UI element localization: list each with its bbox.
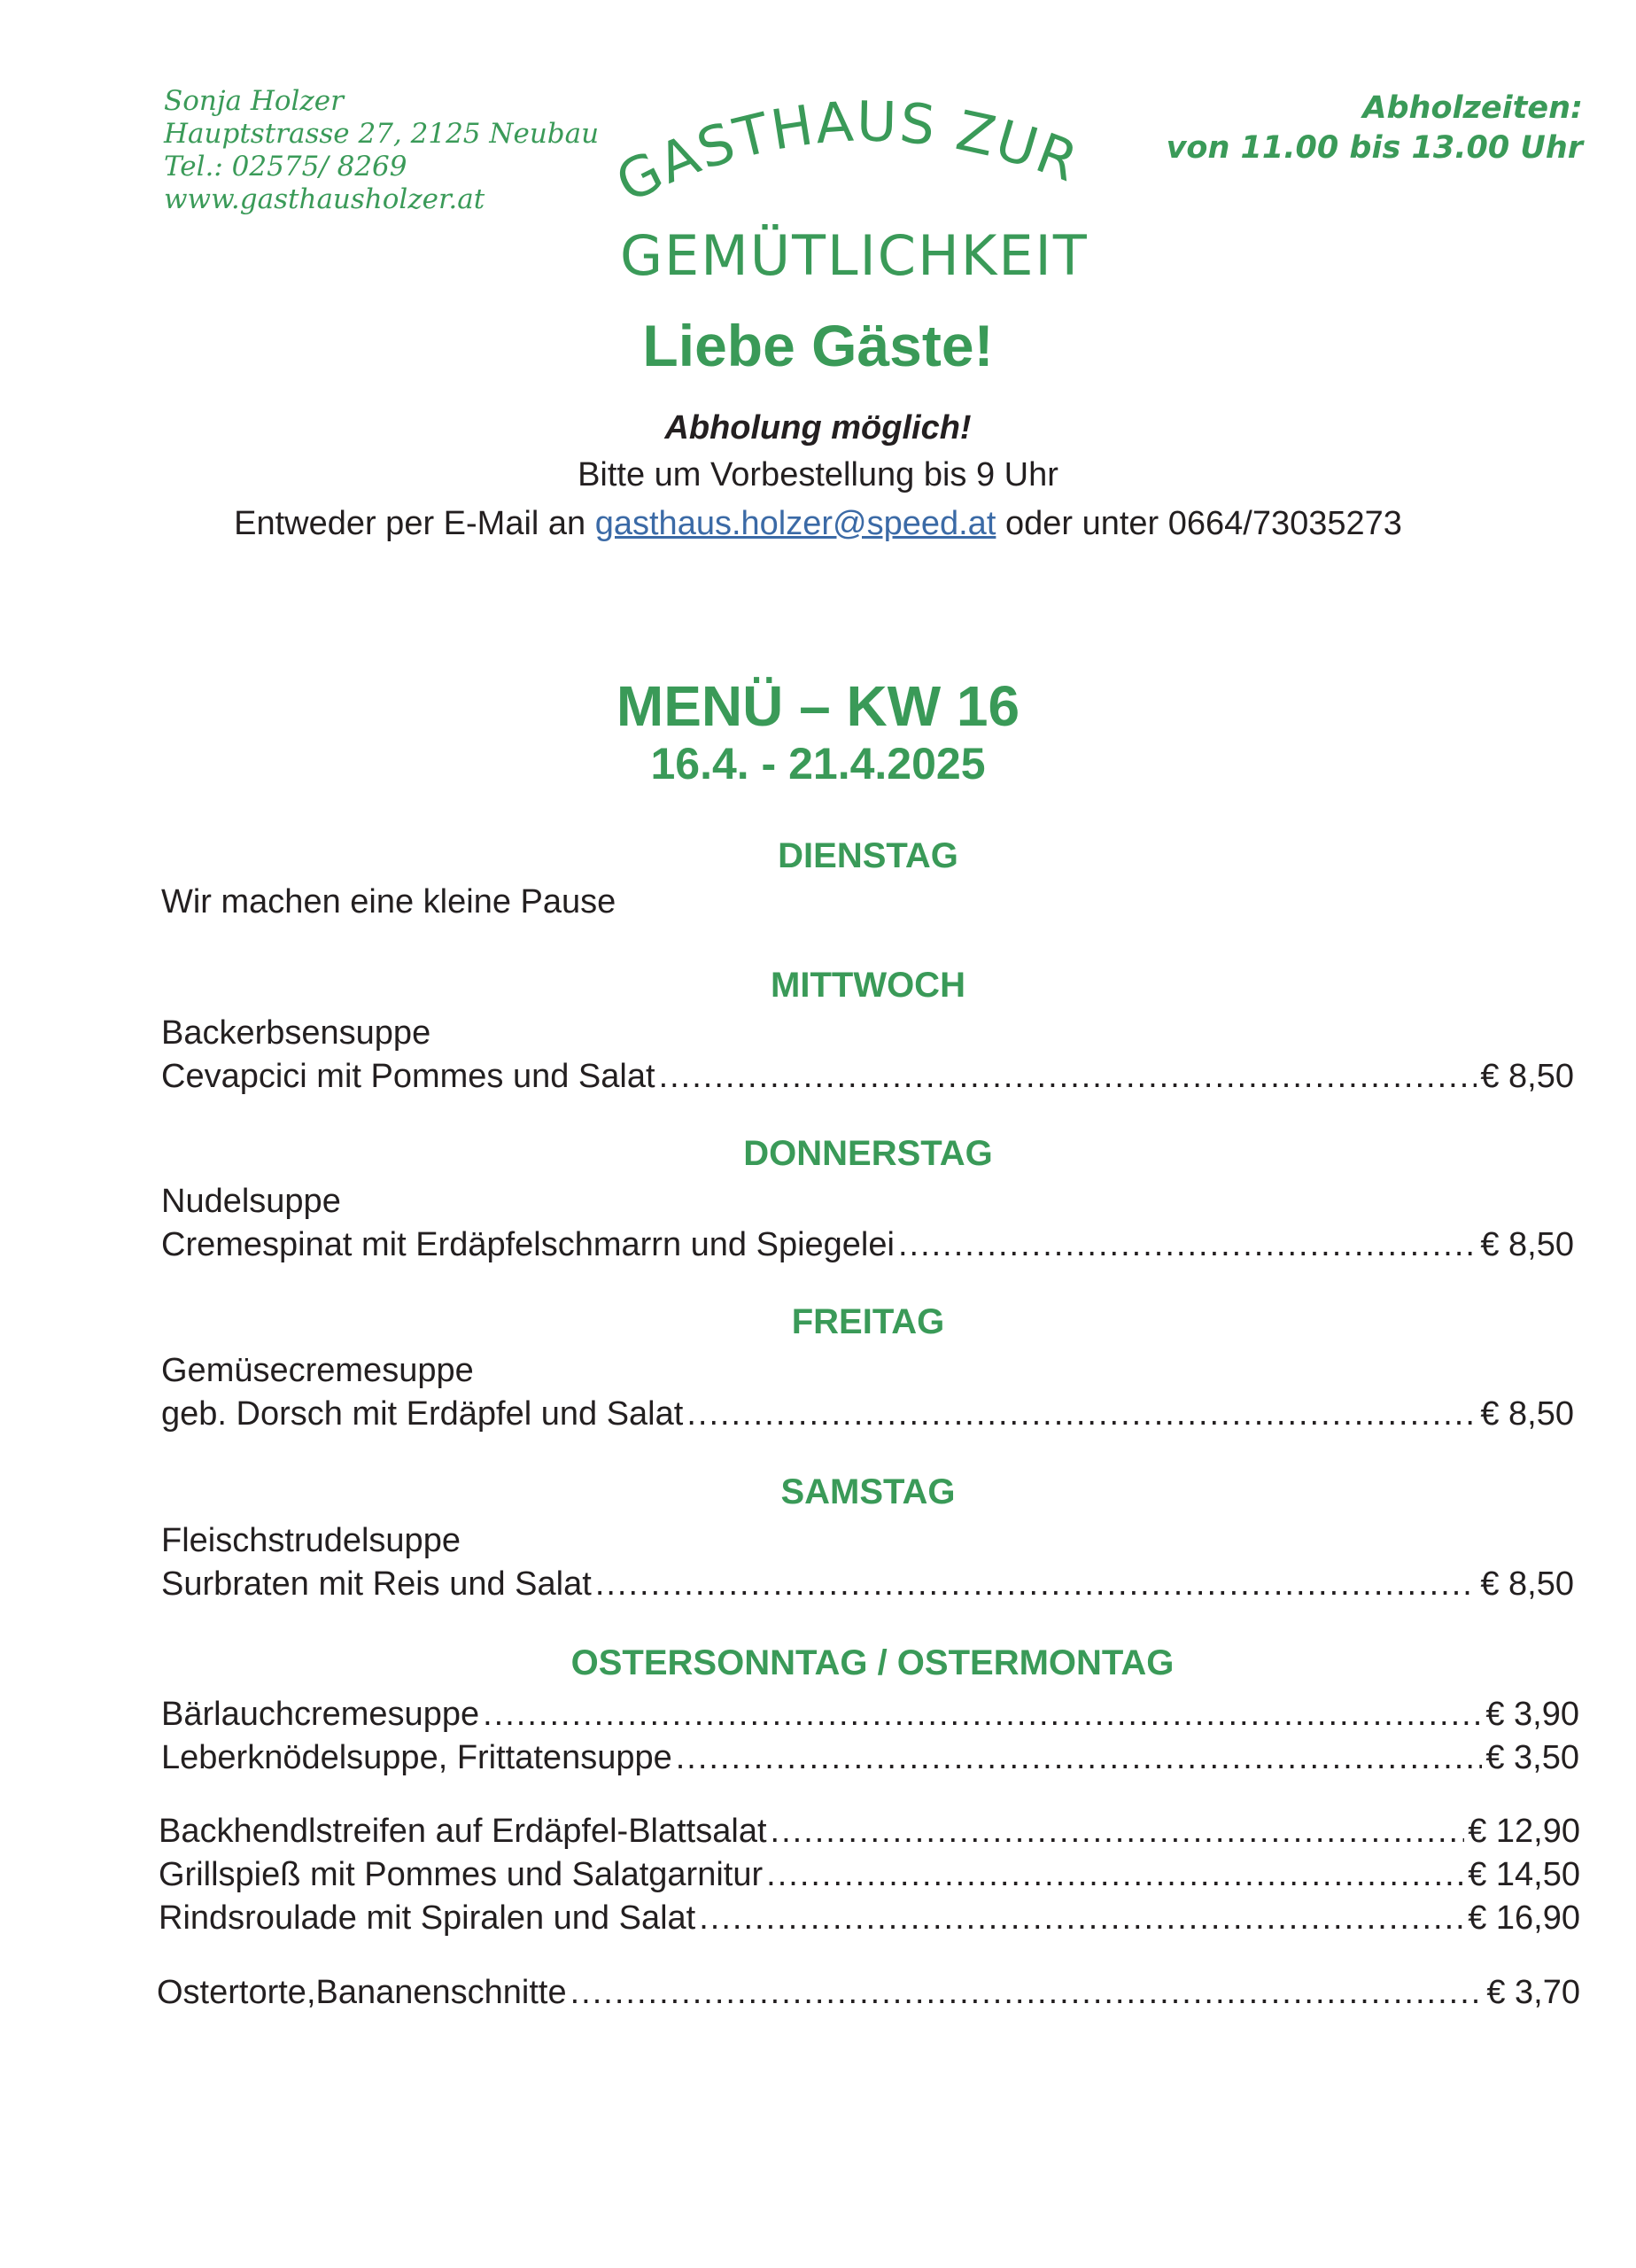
ostern-soup-2-price: € 3,50	[1485, 1739, 1579, 1776]
samstag-main-row	[161, 1564, 1574, 1604]
samstag-main: Surbraten mit Reis und Salat	[161, 1565, 592, 1603]
menu-dates: 16.4. - 21.4.2025	[650, 739, 986, 788]
pickup-label: Abholzeiten:	[1362, 90, 1583, 126]
logo-line1: GASTHAUS ZUR	[606, 89, 1089, 216]
menu-title: MENÜ – KW 16	[616, 674, 1020, 738]
day-heading-freitag: FREITAG	[791, 1302, 945, 1341]
mittwoch-main-row	[161, 1056, 1574, 1097]
ostern-main-2-price: € 14,50	[1468, 1856, 1580, 1893]
contact-suffix: oder unter 0664/73035273	[1004, 505, 1402, 542]
contact-prefix: Entweder per E-Mail an	[234, 505, 586, 542]
ostern-main-row	[159, 1898, 1580, 1938]
contact-block	[164, 85, 607, 216]
dot-leader	[766, 1854, 1464, 1895]
email-link[interactable]: gasthaus.holzer@speed.at	[594, 505, 996, 542]
samstag-price: € 8,50	[1480, 1565, 1574, 1603]
ostern-soup-1-price: € 3,90	[1485, 1696, 1579, 1733]
dot-leader	[659, 1056, 1477, 1097]
ostern-main-3-price: € 16,90	[1468, 1899, 1580, 1937]
dot-leader	[570, 1972, 1484, 2013]
day-heading-samstag: SAMSTAG	[780, 1472, 956, 1511]
dot-leader	[686, 1394, 1477, 1434]
donnerstag-soup: Nudelsuppe	[161, 1183, 341, 1220]
freitag-main: geb. Dorsch mit Erdäpfel und Salat	[161, 1395, 684, 1433]
ostern-main-2: Grillspieß mit Pommes und Salatgarnitur	[159, 1856, 764, 1893]
mittwoch-soup: Backerbsensuppe	[161, 1014, 431, 1052]
address: Hauptstrasse 27, 2125 Neubau	[164, 118, 600, 150]
dot-leader	[699, 1898, 1464, 1938]
dot-leader	[676, 1737, 1483, 1778]
day-heading-donnerstag: DONNERSTAG	[743, 1134, 993, 1173]
owner-name: Sonja Holzer	[164, 85, 344, 117]
freitag-price: € 8,50	[1480, 1395, 1574, 1433]
ostern-main-1: Backhendlstreifen auf Erdäpfel-Blattsalat	[159, 1813, 767, 1850]
dot-leader	[771, 1811, 1465, 1852]
contact-line	[0, 505, 1636, 543]
samstag-soup: Fleischstrudelsuppe	[161, 1522, 461, 1559]
donnerstag-price: € 8,50	[1480, 1226, 1574, 1263]
logo-graphic	[606, 89, 1143, 301]
pickup-hours: von 11.00 bis 13.00 Uhr	[1166, 130, 1583, 166]
greeting: Liebe Gäste!	[642, 313, 994, 378]
ostern-soup-row	[161, 1737, 1579, 1778]
freitag-main-row	[161, 1394, 1574, 1434]
ostern-dessert-price: € 3,70	[1486, 1974, 1580, 2011]
pickup-times	[1087, 89, 1583, 168]
dot-leader	[595, 1564, 1477, 1604]
mittwoch-main: Cevapcici mit Pommes und Salat	[161, 1058, 655, 1095]
donnerstag-main-row	[161, 1224, 1574, 1265]
ostern-dessert-row	[157, 1972, 1580, 2013]
website: www.gasthausholzer.at	[164, 183, 485, 215]
ostern-soup-2: Leberknödelsuppe, Frittatensuppe	[161, 1739, 672, 1776]
dot-leader	[483, 1694, 1482, 1735]
order-note: Bitte um Vorbestellung bis 9 Uhr	[578, 456, 1058, 493]
dot-leader	[898, 1224, 1477, 1265]
mittwoch-price: € 8,50	[1480, 1058, 1574, 1095]
ostern-soup-row	[161, 1694, 1579, 1735]
ostern-soup-1: Bärlauchcremesuppe	[161, 1696, 480, 1733]
day-heading-dienstag: DIENSTAG	[778, 836, 958, 875]
pickup-note: Abholung möglich!	[664, 409, 972, 447]
logo	[606, 89, 1143, 301]
day-heading-mittwoch: MITTWOCH	[771, 966, 965, 1005]
ostern-dessert: Ostertorte,Bananenschnitte	[157, 1974, 567, 2011]
dienstag-note: Wir machen eine kleine Pause	[161, 883, 616, 920]
donnerstag-main: Cremespinat mit Erdäpfelschmarrn und Spiegelei	[161, 1226, 895, 1263]
freitag-soup: Gemüsecremesuppe	[161, 1352, 474, 1389]
ostern-main-row	[159, 1854, 1580, 1895]
ostern-main-3: Rindsroulade mit Spiralen und Salat	[159, 1899, 696, 1937]
logo-line2: GEMÜTLICHKEIT	[620, 223, 1089, 288]
ostern-main-1-price: € 12,90	[1468, 1813, 1580, 1850]
ostern-main-row	[159, 1811, 1580, 1852]
phone: Tel.: 02575/ 8269	[164, 151, 407, 183]
day-heading-ostern: OSTERSONNTAG / OSTERMONTAG	[570, 1643, 1175, 1682]
